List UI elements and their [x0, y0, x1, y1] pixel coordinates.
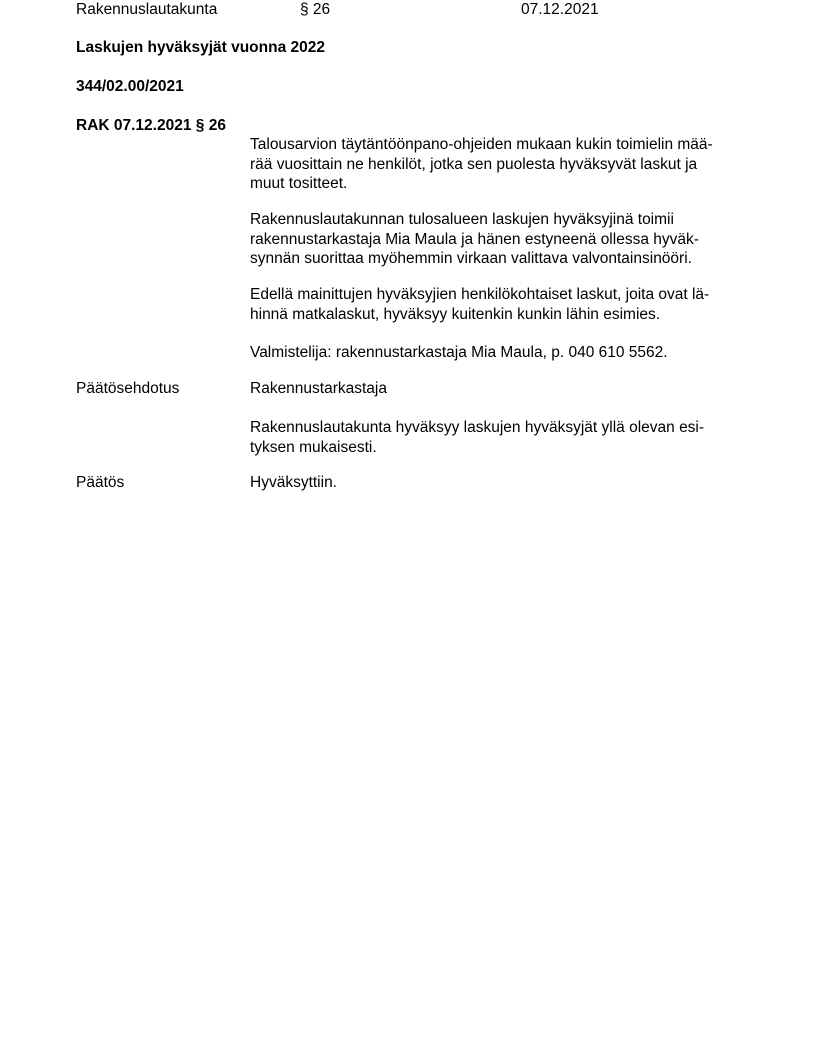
paragraph-line: rää vuosittain ne henkilöt, jotka sen puolesta hyväksyvät laskut ja: [250, 155, 698, 173]
paragraph-line: rakennustarkastaja Mia Maula ja hänen estyneenä ollessa hyväk-: [250, 230, 699, 248]
body-paragraph-1: [250, 135, 740, 194]
paragraph-line: synnän suorittaa myöhemmin virkaan valittava valvontainsinööri.: [250, 250, 692, 267]
body-paragraph-2: [250, 210, 740, 269]
document-title: Laskujen hyväksyjät vuonna 2022: [76, 39, 325, 56]
paragraph-line: Valmistelija: rakennustarkastaja Mia Maula, p. 040 610 5562.: [250, 344, 668, 361]
proposal-text: [250, 418, 740, 457]
paragraph-line: Rakennuslautakunnan tulosalueen laskujen hyväksyjinä toimii: [250, 211, 674, 228]
preparer-line: [250, 343, 740, 363]
paragraph-line: Edellä mainittujen hyväksyjien henkilökohtaiset laskut, joita ovat lä-: [250, 286, 710, 303]
header-section: § 26: [300, 1, 331, 18]
decision-text: [250, 473, 740, 493]
record-number: 344/02.00/2021: [76, 78, 184, 95]
paragraph-line: Rakennuslautakunta hyväksyy laskujen hyväksyjät yllä olevan esi-: [250, 419, 705, 436]
header-body-name: Rakennuslautakunta: [76, 1, 218, 18]
proposal-presenter: [250, 379, 740, 399]
header-date: 07.12.2021: [521, 1, 599, 18]
paragraph-line: muut tositteet.: [250, 175, 348, 192]
body-paragraph-3: [250, 285, 740, 324]
proposal-label: Päätösehdotus: [76, 380, 180, 397]
presenter-text: Rakennustarkastaja: [250, 380, 387, 397]
decision-value: Hyväksyttiin.: [250, 474, 337, 491]
decision-label: Päätös: [76, 474, 125, 491]
paragraph-line: hinnä matkalaskut, hyväksyy kuitenkin kunkin lähin esimies.: [250, 305, 661, 323]
paragraph-line: tyksen mukaisesti.: [250, 438, 377, 456]
paragraph-line: Talousarvion täytäntöönpano-ohjeiden mukaan kukin toimielin mää-: [250, 136, 713, 153]
meeting-reference: RAK 07.12.2021 § 26: [76, 117, 226, 134]
